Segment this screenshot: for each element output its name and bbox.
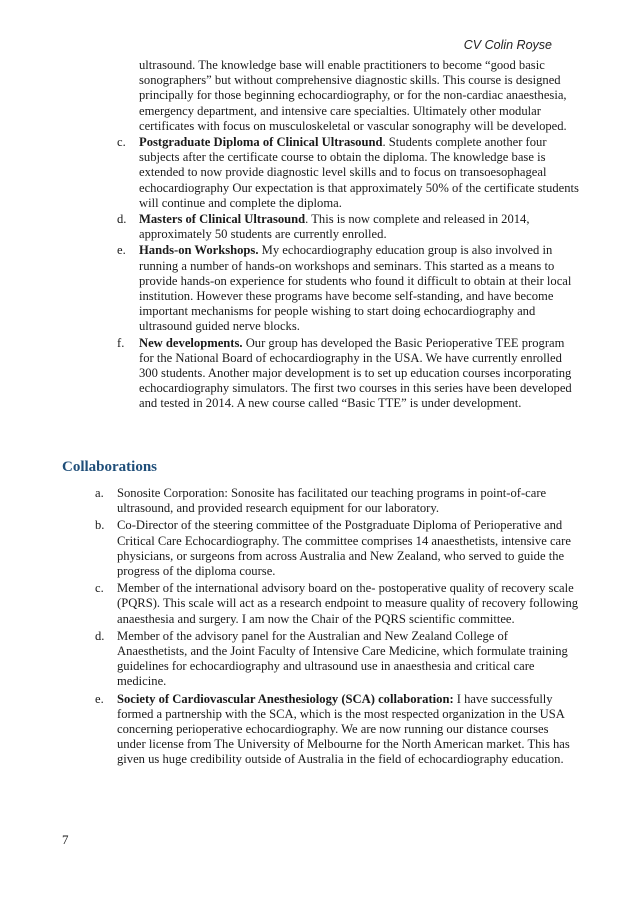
page-number: 7 [62,832,69,847]
list-item-new-developments [117,335,579,412]
item-title: New developments. [139,335,243,350]
item-text: Sonosite Corporation: Sonosite has facilitated our teaching programs in point-of-care ultrasound, and provided research equipment for our laboratory. [117,486,547,516]
list-item-workshops [117,243,579,334]
list-marker: d. [117,212,127,227]
item-text: . This is now complete and released in 2014, approximately 50 students are currently enrolled. [139,212,530,242]
item-title: Masters of Clinical Ultrasound [139,212,306,227]
list-marker: c. [117,135,126,150]
education-programs-list [117,58,579,412]
item-text: Co-Director of the steering committee of the Postgraduate Diploma of Perioperative and Critical Care Echocardiography. The committee comprises 14 anaesthetists, intensive care physicians, or surgeons from across Australia and New Zealand, who served to guide the progress of the diploma course. [117,518,571,579]
list-marker: c. [95,581,104,596]
item-text: . Students complete another four subjects after the certificate course to obtain the diploma. The knowledge base is extended to now provide diagnostic level skills and to focus on transoesophageal echocardiography Our expectation is that approximately 50% of the certificate students will continue and complete the diploma. [139,135,579,210]
continuation-paragraph [139,58,579,134]
list-marker: d. [95,628,105,643]
list-marker: e. [117,243,126,258]
list-item-diploma [117,135,579,211]
collaborations-list [95,486,579,770]
item-title: Society of Cardiovascular Anesthesiology (SCA) collaboration: [117,691,454,706]
list-item-sonosite [95,486,579,516]
list-item-masters [117,212,579,242]
list-item-steering-committee [95,518,579,579]
continuation-text: ultrasound. The knowledge base will enable practitioners to become “good basic sonographers” but without comprehensive diagnostic skills. This course is designed principally for those beginning echocardiography, or for the non-cardiac anaesthesia, emergency department, and intensive care specialties. Ultimately other modular certificates with focus on musculoskeletal or vascular sonography will be developed. [139,58,567,133]
list-marker: e. [95,691,104,706]
header-cv-name: CV Colin Royse [463,38,552,52]
list-item-pqrs [95,581,579,627]
item-text: Member of the advisory panel for the Australian and New Zealand College of Anaesthetists, and the Joint Faculty of Intensive Care Medicine, which formulate training guidelines for echocardiography and ultrasound use in anaesthesia and critical care medicine. [117,628,568,689]
list-marker: a. [95,486,104,500]
item-text: Our group has developed the Basic Perioperative TEE program for the National Board of echocardiography in the USA. We have currently enrolled 300 students. Another major development is to set up education courses incorporating echocardiography simulators. The first two courses in this series have been developed and tested in 2014. A new course called “Basic TTE” is under development. [139,335,572,411]
collaborations-heading: Collaborations [62,459,158,475]
item-text: Member of the international advisory board on the- postoperative quality of recovery scale (PQRS). This scale will act as a research endpoint to measure quality of recovery following anaesthesia and surgery. I am now the Chair of the PQRS scientific committee. [117,581,579,626]
list-marker: f. [117,335,125,350]
item-text: I have successfully formed a partnership with the SCA, which is the most respected organization in the USA concerning perioperative echocardiography. We are now running our distance courses under license from The University of Melbourne for the North American market. This has given us huge credibility outside of Australia in the field of echocardiography education. [117,691,570,767]
item-text: My echocardiography education group is also involved in running a number of hands-on workshops and seminars. This started as a means to provide hands-on experience for students who found it difficult to obtain at their local institution. However these programs have become self-standing, and have become important mechanisms for people wishing to start doing echocardiography and ultrasound guided nerve blocks. [139,243,572,334]
item-title: Postgraduate Diploma of Clinical Ultrasound [139,135,383,150]
item-title: Hands-on Workshops. [139,243,259,258]
list-marker: b. [95,518,105,533]
list-item-sca [95,691,579,768]
list-item-advisory-panel [95,628,579,690]
